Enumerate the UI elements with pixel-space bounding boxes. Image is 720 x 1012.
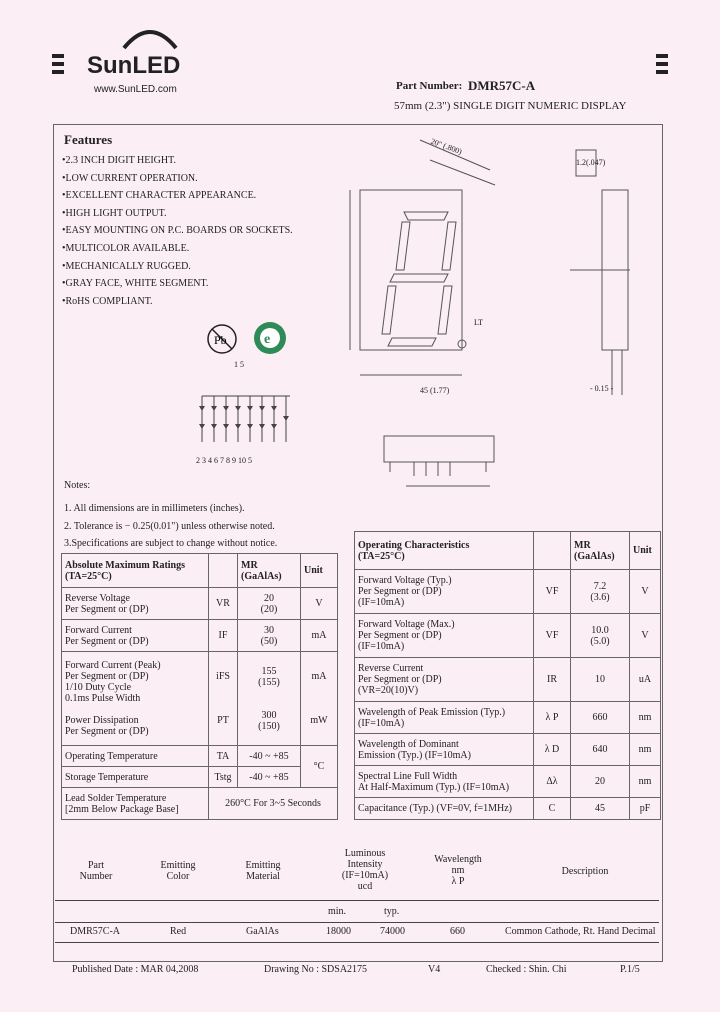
table-row: Forward Voltage (Typ.) Per Segment or (DP) (IF=10mA) VF 7.2 (3.6) V [355, 570, 661, 614]
feature-item: •LOW CURRENT OPERATION. [62, 172, 198, 184]
rohs-e-icon [252, 320, 288, 356]
table-row: Wavelength of Dominant Emission (Typ.) (IF=10mA) λ D 640 nm [355, 734, 661, 766]
feature-item: •HIGH LIGHT OUTPUT. [62, 207, 167, 219]
product-subtitle: 57mm (2.3") SINGLE DIGIT NUMERIC DISPLAY [394, 100, 627, 112]
sel-header-wavelength: Wavelength nm λ P [434, 854, 482, 887]
table-row: Forward Voltage (Max.) Per Segment or (DP) (IF=10mA) VF 10.0 (5.0) V [355, 614, 661, 658]
notes-list [64, 500, 277, 553]
part-number: DMR57C-A [468, 78, 536, 93]
feature-item: •MECHANICALLY RUGGED. [62, 260, 191, 272]
op-char-mr-header: MR (GaAlAs) [571, 532, 630, 570]
note-item: 2. Tolerance is − 0.25(0.01") unless otherwise noted. [64, 520, 275, 532]
logo-url: www.SunLED.com [94, 84, 177, 95]
sel-part-cell: DMR57C-A [70, 926, 121, 937]
table-row: Operating Temperature TA -40 ~ +85 °C [62, 746, 338, 767]
table-row: Storage Temperature Tstg -40 ~ +85 [62, 767, 338, 788]
abs-max-title: Absolute Maximum Ratings (TA=25°C) [62, 554, 209, 588]
note-item: 1. All dimensions are in millimeters (inches). [64, 503, 245, 514]
sel-header-typ: typ. [384, 906, 400, 917]
feature-item: •2.3 INCH DIGIT HEIGHT. [62, 155, 176, 166]
notes-title: Notes: [64, 480, 91, 491]
logo-arc-icon [120, 24, 180, 50]
table-row: Forward Current Per Segment or (DP) IF 30 (50) mA [62, 620, 338, 652]
sel-header-part: Part Number [79, 860, 113, 882]
divider [55, 942, 659, 943]
note-item: 3.Specifications are subject to change without notice. [64, 538, 278, 550]
feature-item: •EASY MOUNTING ON P.C. BOARDS OR SOCKETS. [62, 225, 293, 237]
footer-page: P.1/5 [620, 964, 640, 975]
divider [55, 922, 659, 923]
sel-desc-cell: Common Cathode, Rt. Hand Decimal [505, 926, 656, 937]
dim-bottom-label: 45 (1.77) [420, 386, 450, 395]
dim-right-top-label: 1.2(.047) [576, 158, 606, 167]
footer-checked: Checked : Shin. Chi [486, 964, 567, 975]
sel-header-luminous: Luminous Intensity (IF=10mA) ucd [341, 848, 389, 892]
sel-header-material: Emitting Material [245, 860, 281, 882]
sel-header-color: Emitting Color [160, 860, 196, 882]
feature-item: •GRAY FACE, WHITE SEGMENT. [62, 278, 209, 290]
circuit-diagram [190, 386, 310, 450]
logo-text: SunLED [87, 52, 181, 79]
abs-max-unit-header: Unit [301, 554, 338, 588]
svg-text:e: e [264, 332, 271, 347]
lt-label: LT [474, 318, 484, 327]
features-list [62, 152, 293, 310]
svg-text:Pb: Pb [214, 333, 227, 347]
op-char-sym-header [534, 532, 571, 570]
features-title: Features [64, 132, 113, 147]
sel-typ-cell: 74000 [380, 926, 405, 937]
table-row: Reverse Current Per Segment or (DP) (VR=20(10)V) IR 10 uA [355, 658, 661, 702]
sel-header-description: Description [561, 866, 609, 877]
dimension-drawing [330, 130, 650, 510]
sel-header-min: min. [328, 906, 347, 917]
sel-min-cell: 18000 [326, 926, 351, 937]
op-char-title: Operating Characteristics (TA=25°C) [355, 532, 534, 570]
table-row: Wavelength of Peak Emission (Typ.) (IF=10mA) λ P 660 nm [355, 702, 661, 734]
circuit-bottom-pins: 2 3 4 6 7 8 9 10 5 [196, 456, 252, 465]
feature-item: •MULTICOLOR AVAILABLE. [62, 242, 190, 254]
feature-item: •RoHS COMPLIANT. [62, 295, 153, 307]
sel-color-cell: Red [170, 926, 187, 937]
footer-published: Published Date : MAR 04,2008 [72, 964, 199, 975]
footer-drawing: Drawing No : SDSA2175 [264, 964, 368, 975]
feature-item: •EXCELLENT CHARACTER APPEARANCE. [62, 190, 257, 202]
abs-max-sym-header [209, 554, 238, 588]
operating-characteristics-table [354, 531, 661, 820]
absolute-maximum-ratings-table [61, 553, 338, 820]
op-char-unit-header: Unit [630, 532, 661, 570]
sel-material-cell: GaAlAs [246, 926, 279, 937]
circuit-top-pins: 1 5 [234, 360, 244, 369]
part-number-label: Part Number: [396, 80, 463, 92]
table-row: Reverse Voltage Per Segment or (DP) VR 20 (20) V [62, 588, 338, 620]
table-row: Lead Solder Temperature [2mm Below Package Base] 260°C For 3~5 Seconds [62, 788, 338, 820]
dim-top-label: 20" (.800) [429, 136, 464, 157]
dim-right-bottom-label: - 0.15 - [590, 384, 614, 393]
sel-wl-cell: 660 [450, 926, 465, 937]
pb-free-icon [205, 322, 239, 356]
divider [55, 900, 659, 901]
abs-max-mr-header: MR (GaAlAs) [238, 554, 301, 588]
footer-version: V4 [428, 964, 441, 975]
table-row: Forward Current (Peak) Per Segment or (DP) 1/10 Duty Cycle 0.1ms Pulse Width Power Dissipation Per Segment or (DP) iFS PT 155 (155) 300 (150) mA mW [62, 652, 338, 746]
table-row: Capacitance (Typ.) (VF=0V, f=1MHz) C 45 pF [355, 798, 661, 820]
table-row: Spectral Line Full Width At Half-Maximum (Typ.) (IF=10mA) Δλ 20 nm [355, 766, 661, 798]
